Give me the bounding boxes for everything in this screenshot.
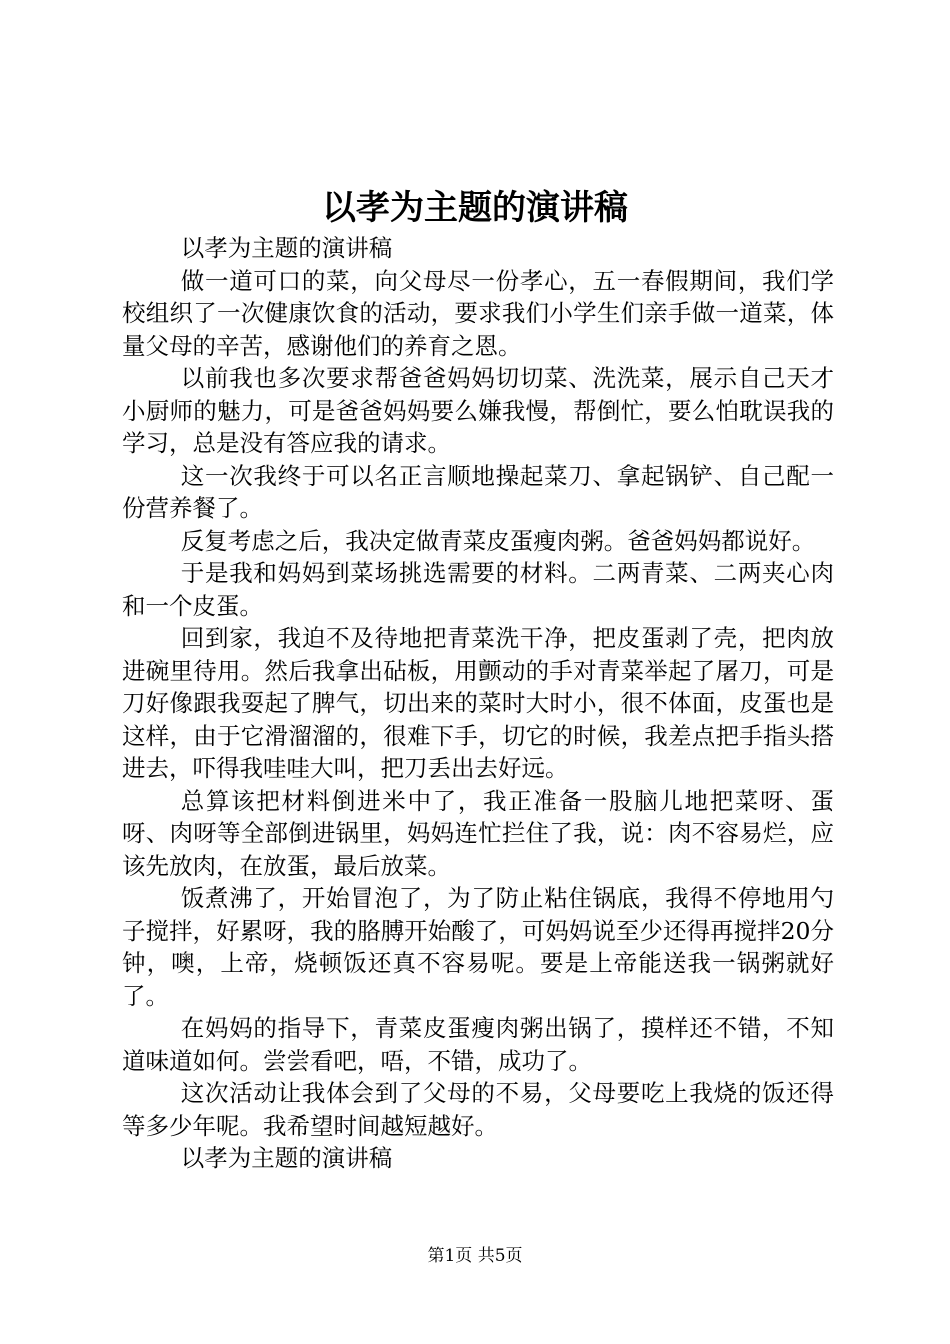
paragraph: 这一次我终于可以名正言顺地操起菜刀、拿起锅铲、自己配一份营养餐了。 [122,461,834,522]
document-title: 以孝为主题的演讲稿 [322,188,628,228]
paragraph: 于是我和妈妈到菜场挑选需要的材料。二两青菜、二两夹心肉和一个皮蛋。 [122,559,834,620]
paragraph: 在妈妈的指导下，青菜皮蛋瘦肉粥出锅了，摸样还不错，不知道味道如何。尝尝看吧，唔，不错，成功了。 [122,1014,834,1075]
document-body [122,232,834,1175]
page-footer: 第1页 共5页 [427,1246,523,1266]
paragraph: 回到家，我迫不及待地把青菜洗干净，把皮蛋剥了壳，把肉放进碗里待用。然后我拿出砧板，用颤动的手对青菜举起了屠刀，可是刀好像跟我耍起了脾气，切出来的菜时大时小，很不体面，皮蛋也是这样，由于它滑溜溜的，很难下手，切它的时候，我差点把手指头搭进去，吓得我哇哇大叫，把刀丢出去好远。 [122,624,834,782]
paragraph: 以孝为主题的演讲稿 [180,234,393,262]
paragraph: 饭煮沸了，开始冒泡了，为了防止粘住锅底，我得不停地用勺子搅拌，好累呀，我的胳膊开始酸了，可妈妈说至少还得再搅拌20分钟，噢，上帝，烧顿饭还真不容易呢。要是上帝能送我一锅粥就好了。 [122,884,834,1010]
paragraph: 这次活动让我体会到了父母的不易，父母要吃上我烧的饭还得等多少年呢。我希望时间越短越好。 [122,1079,834,1140]
paragraph: 反复考虑之后，我决定做青菜皮蛋瘦肉粥。爸爸妈妈都说好。 [180,526,816,555]
paragraph: 以前我也多次要求帮爸爸妈妈切切菜、洗洗菜，展示自己天才小厨师的魅力，可是爸爸妈妈要么嫌我慢，帮倒忙，要么怕耽误我的学习，总是没有答应我的请求。 [122,364,834,457]
paragraph: 总算该把材料倒进米中了，我正准备一股脑儿地把菜呀、蛋呀、肉呀等全部倒进锅里，妈妈连忙拦住了我，说：肉不容易烂，应该先放肉，在放蛋，最后放菜。 [122,786,834,880]
paragraph: 以孝为主题的演讲稿 [180,1144,393,1172]
paragraph: 做一道可口的菜，向父母尽一份孝心，五一春假期间，我们学校组织了一次健康饮食的活动，要求我们小学生们亲手做一道菜，体量父母的辛苦，感谢他们的养育之恩。 [122,266,834,360]
